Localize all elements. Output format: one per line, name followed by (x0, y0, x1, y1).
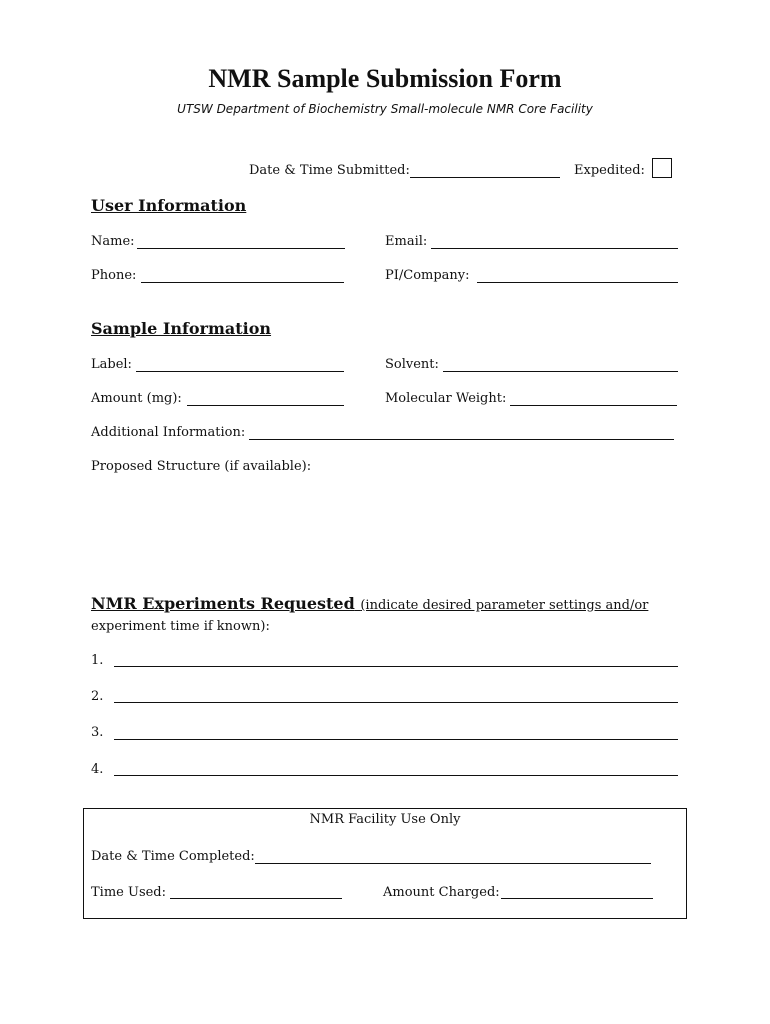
additional-information-field[interactable] (249, 439, 674, 440)
name-field[interactable] (137, 248, 345, 249)
experiment-number-4: 4. (91, 762, 104, 777)
experiment-field-4[interactable] (114, 775, 678, 776)
date-time-completed-label: Date & Time Completed: (91, 849, 255, 864)
time-used-label: Time Used: (91, 885, 167, 900)
user-information-heading: User Information (91, 196, 247, 215)
experiments-heading-text: NMR Experiments Requested (91, 594, 355, 613)
amount-label: Amount (mg): (91, 391, 182, 406)
phone-label: Phone: (91, 268, 137, 283)
phone-field[interactable] (141, 282, 344, 283)
email-label: Email: (385, 234, 428, 249)
sample-label-field[interactable] (136, 371, 344, 372)
date-time-submitted-field[interactable] (410, 177, 560, 178)
amount-field[interactable] (187, 405, 344, 406)
molecular-weight-field[interactable] (510, 405, 677, 406)
amount-charged-label: Amount Charged: (383, 885, 500, 900)
experiment-field-1[interactable] (114, 666, 678, 667)
solvent-field[interactable] (443, 371, 678, 372)
pi-company-label: PI/Company: (385, 268, 470, 283)
time-used-field[interactable] (170, 898, 342, 899)
name-label: Name: (91, 234, 135, 249)
experiment-number-1: 1. (91, 653, 104, 668)
date-time-completed-field[interactable] (255, 863, 651, 864)
expedited-checkbox[interactable] (652, 158, 672, 178)
experiments-heading (91, 594, 648, 616)
pi-company-field[interactable] (477, 282, 678, 283)
experiment-field-3[interactable] (114, 739, 678, 740)
experiment-number-2: 2. (91, 689, 104, 704)
sample-label-label: Label: (91, 357, 132, 372)
amount-charged-field[interactable] (501, 898, 653, 899)
solvent-label: Solvent: (385, 357, 439, 372)
molecular-weight-label: Molecular Weight: (385, 391, 507, 406)
experiments-note: (indicate desired parameter settings and/or (360, 598, 649, 613)
experiment-field-2[interactable] (114, 702, 678, 703)
proposed-structure-area[interactable] (91, 480, 678, 580)
expedited-label: Expedited: (574, 163, 645, 178)
additional-information-label: Additional Information: (91, 425, 246, 440)
experiment-number-3: 3. (91, 725, 104, 740)
proposed-structure-label: Proposed Structure (if available): (91, 459, 312, 474)
facility-heading: NMR Facility Use Only (309, 812, 461, 827)
sample-information-heading: Sample Information (91, 319, 272, 338)
date-time-submitted-label: Date & Time Submitted: (249, 163, 410, 178)
email-field[interactable] (431, 248, 678, 249)
experiments-note-continued: experiment time if known): (91, 619, 270, 634)
page-subtitle: UTSW Department of Biochemistry Small-molecule NMR Core Facility (177, 102, 593, 116)
page-title: NMR Sample Submission Form (208, 64, 562, 93)
